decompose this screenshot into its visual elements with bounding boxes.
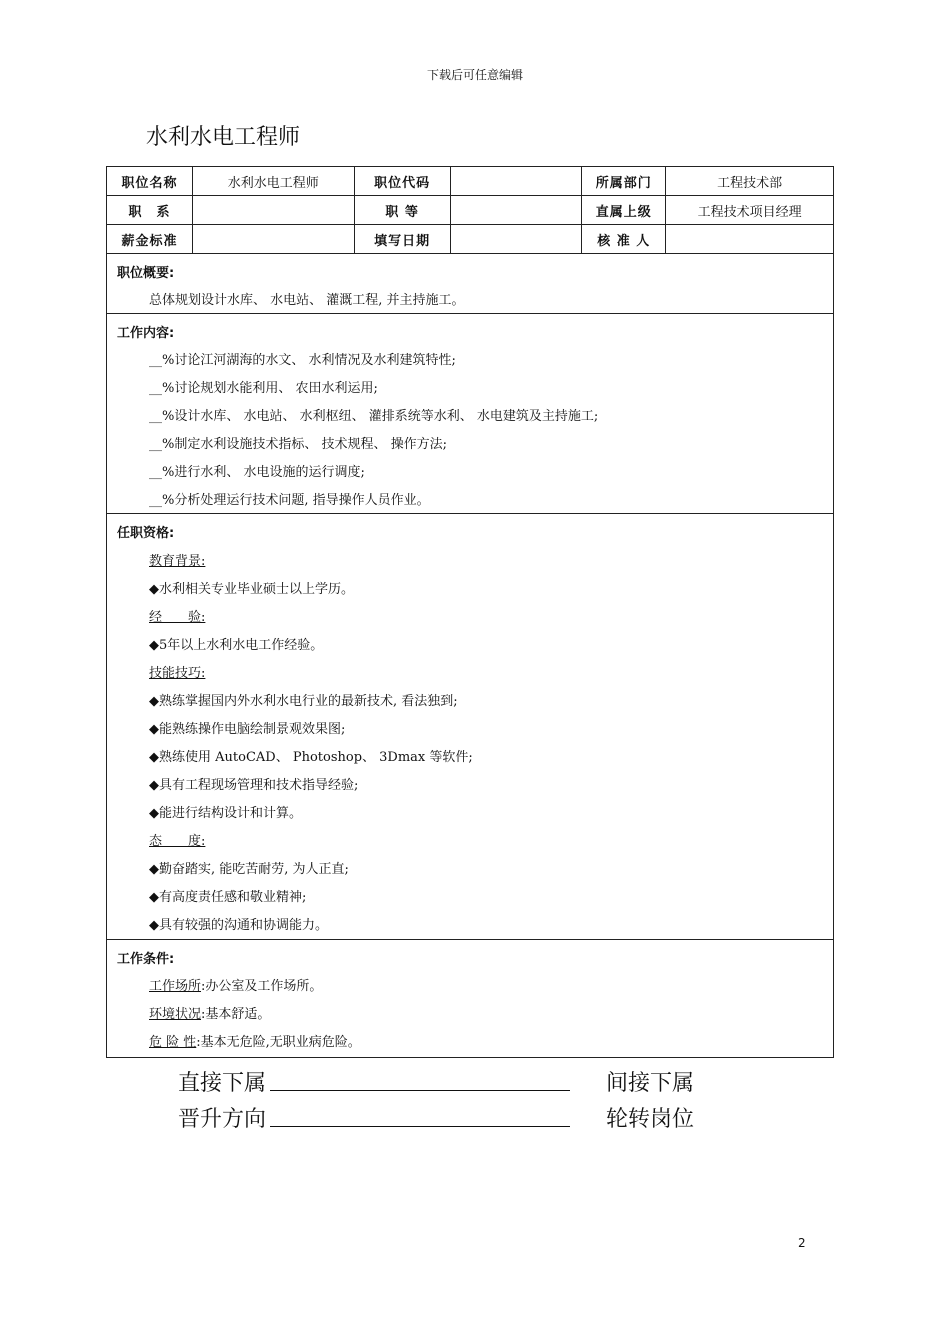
approver-value xyxy=(666,225,834,254)
salary-value xyxy=(192,225,354,254)
qualifications-section xyxy=(106,513,834,940)
attitude-item: ◆勤奋踏实, 能吃苦耐劳, 为人正直; xyxy=(149,862,349,877)
job-family-label: 职 系 xyxy=(107,196,193,225)
promotion-line xyxy=(270,1126,570,1127)
position-code-label: 职位代码 xyxy=(354,167,450,196)
indirect-subordinate-label: 间接下属 xyxy=(606,1071,695,1096)
duty-item: __%分析处理运行技术问题, 指导操作人员作业。 xyxy=(149,493,430,508)
skill-item: ◆能进行结构设计和计算。 xyxy=(149,806,302,821)
experience-label: 经 验: xyxy=(149,610,206,625)
workplace-value: :办公室及工作场所。 xyxy=(201,979,323,994)
table-row xyxy=(107,225,834,254)
risk-line xyxy=(149,1031,361,1050)
job-grade-value xyxy=(450,196,582,225)
skills-label: 技能技巧: xyxy=(149,666,206,681)
conditions-title: 工作条件: xyxy=(117,952,175,967)
conditions-section xyxy=(106,939,834,1058)
approver-label: 核 准 人 xyxy=(582,225,666,254)
salary-label: 薪金标准 xyxy=(107,225,193,254)
job-grade-label: 职 等 xyxy=(354,196,450,225)
skill-item: ◆能熟练操作电脑绘制景观效果图; xyxy=(149,722,346,737)
overview-text: 总体规划设计水库、 水电站、 灌溉工程, 并主持施工。 xyxy=(149,293,465,308)
skill-item: ◆熟练使用 AutoCAD、 Photoshop、 3Dmax 等软件; xyxy=(149,750,473,765)
department-value: 工程技术部 xyxy=(666,167,834,196)
direct-subordinate-line xyxy=(270,1090,570,1091)
job-info-table xyxy=(106,166,834,254)
header-note: 下载后可任意编辑 xyxy=(426,68,523,82)
skill-item: ◆具有工程现场管理和技术指导经验; xyxy=(149,778,359,793)
environment-value: :基本舒适。 xyxy=(201,1007,271,1022)
overview-title: 职位概要: xyxy=(117,266,175,281)
table-row xyxy=(107,167,834,196)
promotion-label: 晋升方向 xyxy=(178,1107,267,1132)
duties-title: 工作内容: xyxy=(117,326,175,341)
duty-item: __%讨论规划水能利用、 农田水利运用; xyxy=(149,381,378,396)
attitude-item: ◆具有较强的沟通和协调能力。 xyxy=(149,918,328,933)
environment-line xyxy=(149,1003,270,1022)
supervisor-label: 直属上级 xyxy=(582,196,666,225)
duty-item: __%设计水库、 水电站、 水利枢纽、 灌排系统等水利、 水电建筑及主持施工; xyxy=(149,409,599,424)
fill-date-value xyxy=(450,225,582,254)
attitude-item: ◆有高度责任感和敬业精神; xyxy=(149,890,307,905)
risk-label: 危 险 性 xyxy=(149,1035,197,1050)
position-name-value: 水利水电工程师 xyxy=(192,167,354,196)
duty-item: __%进行水利、 水电设施的运行调度; xyxy=(149,465,365,480)
education-label: 教育背景: xyxy=(149,554,206,569)
rotation-label: 轮转岗位 xyxy=(606,1107,695,1132)
risk-value: :基本无危险,无职业病危险。 xyxy=(196,1035,361,1050)
direct-subordinate-label: 直接下属 xyxy=(178,1071,267,1096)
attitude-label: 态 度: xyxy=(149,834,206,849)
table-row xyxy=(107,196,834,225)
job-family-value xyxy=(192,196,354,225)
position-name-label: 职位名称 xyxy=(107,167,193,196)
education-text: ◆水利相关专业毕业硕士以上学历。 xyxy=(149,582,354,597)
overview-section xyxy=(106,253,834,314)
position-code-value xyxy=(450,167,582,196)
department-label: 所属部门 xyxy=(582,167,666,196)
qualifications-title: 任职资格: xyxy=(117,526,175,541)
environment-label: 环境状况 xyxy=(149,1007,202,1022)
workplace-label: 工作场所 xyxy=(149,979,202,994)
supervisor-value: 工程技术项目经理 xyxy=(666,196,834,225)
workplace-line xyxy=(149,975,322,994)
duties-section xyxy=(106,313,834,514)
experience-text: ◆5年以上水利水电工作经验。 xyxy=(149,638,324,653)
fill-date-label: 填写日期 xyxy=(354,225,450,254)
page-title: 水利水电工程师 xyxy=(146,125,301,150)
duty-item: __%制定水利设施技术指标、 技术规程、 操作方法; xyxy=(149,437,447,452)
skill-item: ◆熟练掌握国内外水利水电行业的最新技术, 看法独到; xyxy=(149,694,458,709)
page-number: 2 xyxy=(798,1236,806,1250)
duty-item: __%讨论江河湖海的水文、 水利情况及水利建筑特性; xyxy=(149,353,456,368)
